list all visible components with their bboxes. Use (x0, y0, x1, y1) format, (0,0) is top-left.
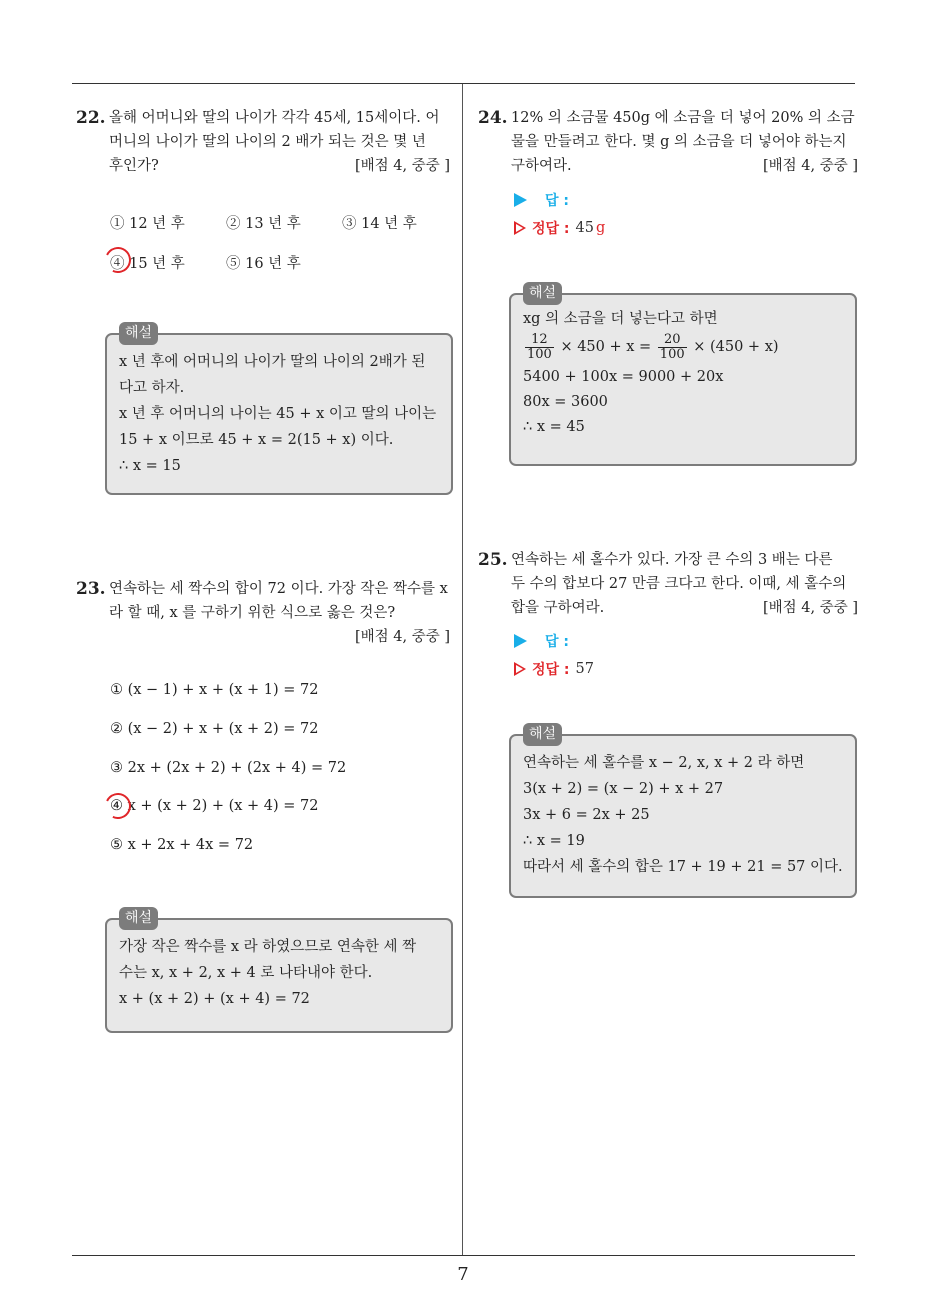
solution-line: 3(x + 2) = (x − 2) + x + 27 (523, 781, 724, 797)
question-number: 25. (478, 550, 508, 570)
question-line: 12% 의 소금물 450g 에 소금을 더 넣어 20% 의 소금 (511, 110, 855, 126)
solution-line: 가장 작은 짝수를 x 라 하였으므로 연속한 세 짝 (119, 939, 417, 955)
choice-3[interactable]: ③ 14 년 후 (342, 216, 417, 232)
answer-label: 답 : (545, 193, 569, 209)
selected-answer-circle-icon (101, 789, 134, 822)
question-23 (76, 577, 450, 649)
choice-1[interactable]: ① 12 년 후 (110, 216, 185, 232)
correct-answer-row (514, 218, 605, 238)
solution-equation: $\frac{12}{100}$ × 450 + x = $\frac{20}{100}$ × (450 + x) (527, 331, 779, 362)
solution-line: 15 + x 이므로 45 + x = 2(15 + x) 이다. (119, 432, 394, 448)
question-line: 물을 만들려고 한다. 몇 g 의 소금을 더 넣어야 하는지 (511, 134, 847, 150)
solution-line: x 년 후 어머니의 나이는 45 + x 이고 딸의 나이는 (119, 406, 437, 422)
solution-line: ∴ x = 15 (119, 458, 181, 474)
choice-1[interactable]: ① (x − 1) + x + (x + 1) = 72 (110, 682, 319, 698)
solution-box (105, 910, 453, 1033)
solution-line: ∴ x = 19 (523, 833, 585, 849)
choice-5[interactable]: ⑤ x + 2x + 4x = 72 (110, 837, 254, 853)
solution-line: 3x + 6 = 2x + 25 (523, 807, 650, 823)
choice-3[interactable]: ③ 2x + (2x + 2) + (2x + 4) = 72 (110, 760, 347, 776)
correct-answer-row (514, 659, 594, 679)
solution-line: 5400 + 100x = 9000 + 20x (523, 369, 724, 385)
answer-row (514, 190, 569, 210)
solution-line: xg 의 소금을 더 넣는다고 하면 (523, 311, 718, 327)
question-25 (478, 548, 858, 620)
choice-4[interactable]: ④ 15 년 후 (110, 256, 185, 272)
solution-label: 해설 (119, 907, 158, 930)
solution-label: 해설 (523, 723, 562, 746)
score-meta: [배점 4, 중중 ] (354, 629, 450, 645)
choice-5[interactable]: ⑤ 16 년 후 (226, 256, 301, 272)
solution-line: 80x = 3600 (523, 394, 608, 410)
page-number: 7 (457, 1264, 469, 1285)
solution-line: x + (x + 2) + (x + 4) = 72 (119, 991, 310, 1007)
question-number: 22. (76, 108, 106, 128)
choice-2[interactable]: ② 13 년 후 (226, 216, 301, 232)
question-line: 후인가? (109, 158, 159, 174)
question-line: 연속하는 세 짝수의 합이 72 이다. 가장 작은 짝수를 x (109, 581, 448, 597)
fraction: $\frac{12}{100}$ (527, 331, 552, 362)
score-meta: [배점 4, 중중 ] (762, 158, 858, 174)
question-text (478, 548, 858, 620)
correct-answer-label: 정답 : (532, 662, 570, 678)
solution-box (509, 285, 857, 466)
solution-box (105, 325, 453, 495)
correct-answer-value: 45 (575, 220, 594, 236)
question-line: 두 수의 합보다 27 만큼 크다고 한다. 이때, 세 홀수의 (511, 576, 847, 592)
question-text (76, 577, 450, 649)
column-divider (462, 84, 463, 1255)
question-line: 연속하는 세 홀수가 있다. 가장 큰 수의 3 배는 다른 (511, 552, 833, 568)
solution-line: x 년 후에 어머니의 나이가 딸의 나이의 2배가 된 (119, 354, 426, 370)
correct-answer-unit: g (595, 220, 606, 236)
answer-label: 답 : (545, 634, 569, 650)
solution-line: 수는 x, x + 2, x + 4 로 나타내야 한다. (119, 965, 373, 981)
question-number: 24. (478, 108, 508, 128)
bottom-rule (72, 1255, 855, 1256)
solution-line: 따라서 세 홀수의 합은 17 + 19 + 21 = 57 이다. (523, 859, 843, 875)
solution-label: 해설 (119, 322, 158, 345)
solution-line: ∴ x = 45 (523, 419, 585, 435)
answer-row (514, 631, 569, 651)
question-line: 라 할 때, x 를 구하기 위한 식으로 옳은 것은? (109, 605, 396, 621)
question-24 (478, 106, 858, 178)
solution-label: 해설 (523, 282, 562, 305)
question-22 (76, 106, 450, 178)
score-meta: [배점 4, 중중 ] (762, 600, 858, 616)
play-arrow-icon (514, 193, 527, 207)
correct-answer-label: 정답 : (532, 221, 570, 237)
outline-arrow-icon (514, 221, 526, 235)
fraction: $\frac{20}{100}$ (659, 331, 685, 362)
question-line: 구하여라. (511, 158, 572, 174)
question-line: 올해 어머니와 딸의 나이가 각각 45세, 15세이다. 어 (109, 110, 440, 126)
question-text (478, 106, 858, 178)
choice-2[interactable]: ② (x − 2) + x + (x + 2) = 72 (110, 721, 319, 737)
question-text (76, 106, 450, 178)
solution-line: 다고 하자. (119, 380, 185, 396)
top-rule (72, 83, 855, 84)
correct-answer-value: 57 (575, 661, 594, 677)
score-meta: [배점 4, 중중 ] (354, 158, 450, 174)
question-line: 합을 구하여라. (511, 600, 605, 616)
play-arrow-icon (514, 634, 527, 648)
choice-4[interactable]: ④ x + (x + 2) + (x + 4) = 72 (110, 798, 319, 814)
outline-arrow-icon (514, 662, 526, 676)
question-number: 23. (76, 579, 106, 599)
solution-box (509, 726, 857, 898)
solution-line: 연속하는 세 홀수를 x − 2, x, x + 2 라 하면 (523, 755, 805, 771)
question-line: 머니의 나이가 딸의 나이의 2 배가 되는 것은 몇 년 (109, 134, 426, 150)
